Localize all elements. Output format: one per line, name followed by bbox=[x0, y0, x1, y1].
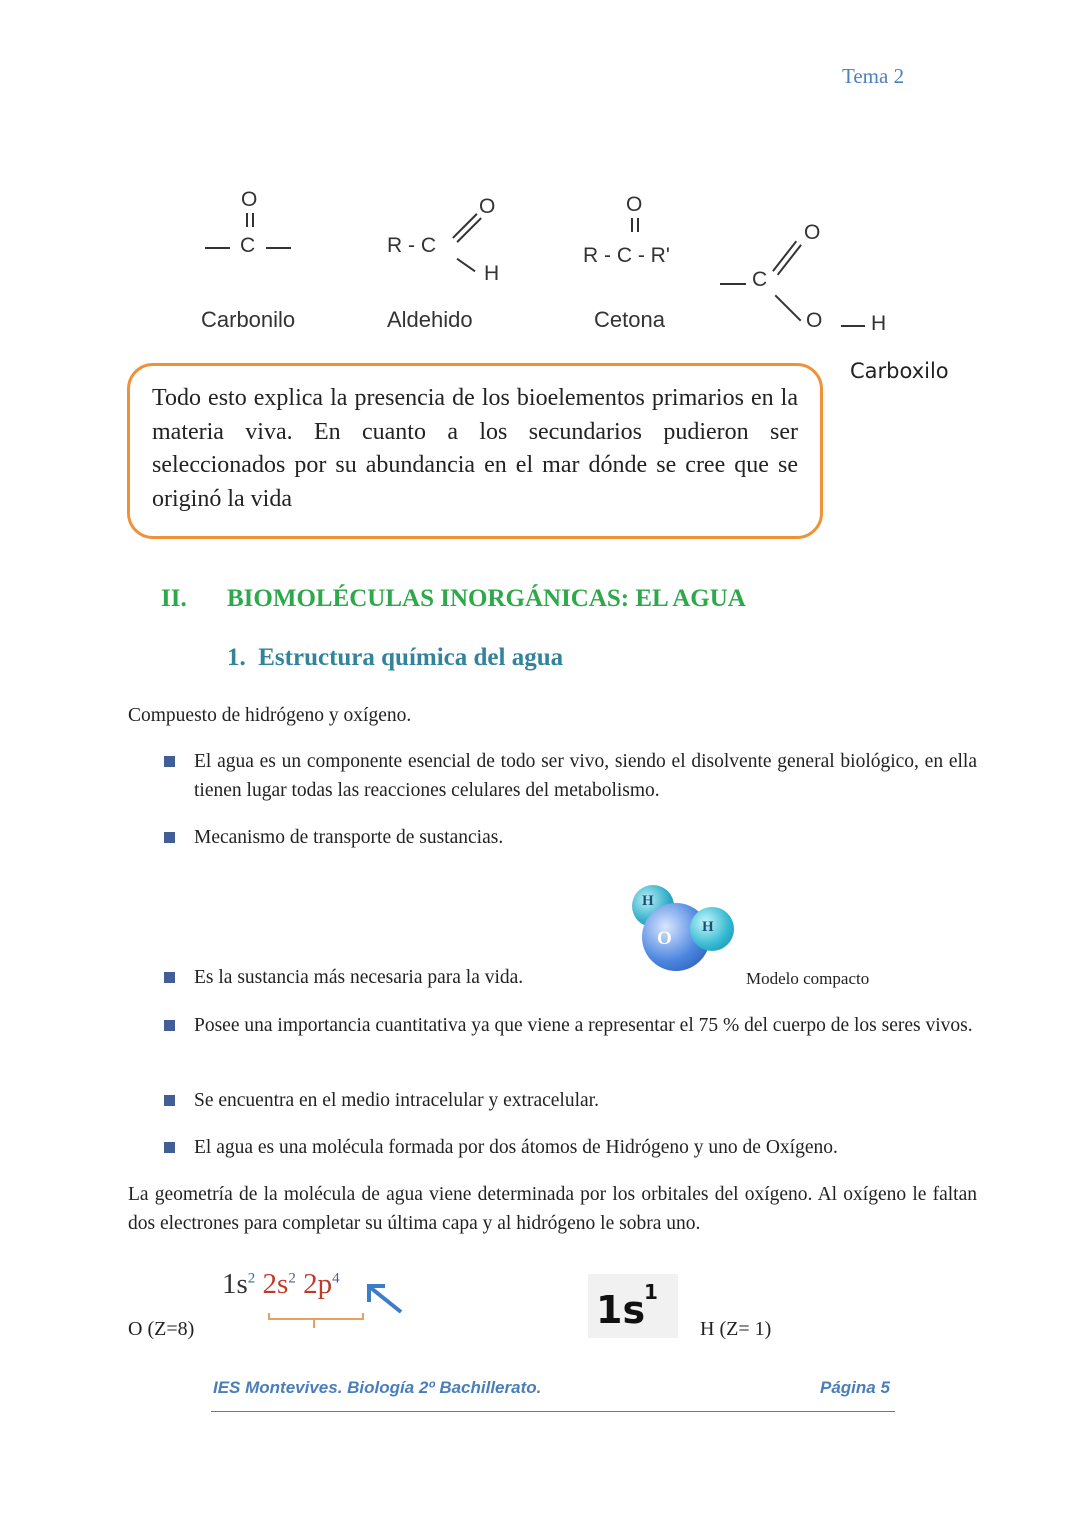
exponent: 4 bbox=[332, 1270, 340, 1287]
footer-left: IES Montevives. Biología 2º Bachillerato. bbox=[213, 1378, 542, 1397]
water-molecule-model bbox=[630, 883, 740, 978]
o-label: O bbox=[657, 928, 672, 949]
bond-o bbox=[775, 295, 802, 322]
double-bond bbox=[772, 241, 802, 276]
atom-c: C bbox=[752, 268, 768, 291]
bullet-item bbox=[164, 1011, 977, 1040]
hydrogen-label: H (Z= 1) bbox=[700, 1318, 772, 1340]
exponent: 1 bbox=[644, 1280, 658, 1304]
model-caption: Modelo compacto bbox=[746, 969, 870, 988]
section-number: II. bbox=[161, 585, 187, 612]
atom-c: C bbox=[240, 234, 256, 257]
bullet-text: El agua es una molécula formada por dos átomos de Hidrógeno y uno de Oxígeno. bbox=[194, 1137, 838, 1158]
footer-rule bbox=[211, 1411, 895, 1412]
label-cetona: Cetona bbox=[594, 307, 665, 332]
bond-left bbox=[720, 283, 746, 285]
valence-bracket bbox=[268, 1313, 364, 1320]
atom-h: H bbox=[484, 262, 500, 285]
atom-o: O bbox=[626, 193, 643, 216]
bullet-square-icon bbox=[164, 972, 175, 983]
h-label: H bbox=[702, 919, 714, 935]
footer-page-number: Página 5 bbox=[820, 1378, 890, 1397]
atom-o: O bbox=[241, 188, 258, 211]
orbital-1s: 1s bbox=[596, 1288, 646, 1332]
bond-h bbox=[456, 258, 475, 272]
bullet-square-icon bbox=[164, 1095, 175, 1106]
section-title: BIOMOLÉCULAS INORGÁNICAS: EL AGUA bbox=[227, 585, 746, 612]
bullet-item bbox=[164, 747, 977, 805]
label-carboxilo: Carboxilo bbox=[850, 359, 949, 383]
header-tema: Tema 2 bbox=[842, 64, 905, 88]
intro-text: Compuesto de hidrógeno y oxígeno. bbox=[128, 705, 412, 726]
bullet-square-icon bbox=[164, 832, 175, 843]
bullet-item bbox=[164, 1086, 977, 1115]
section-heading bbox=[161, 585, 746, 613]
rc-group: R - C bbox=[387, 234, 436, 257]
oxygen-label: O (Z=8) bbox=[128, 1318, 195, 1340]
bullet-text: El agua es un componente esencial de todo ser vivo, siendo el disolvente general biológico, en ella tienen lugar todas las reacciones celulares del metabolismo. bbox=[194, 751, 977, 801]
double-bond bbox=[246, 213, 254, 227]
atom-o: O bbox=[806, 309, 823, 332]
exponent: 2 bbox=[288, 1270, 296, 1287]
bullet-text: Posee una importancia cuantitativa ya que viene a representar el 75 % del cuerpo de los seres vivos. bbox=[194, 1015, 973, 1036]
atom-h: H bbox=[871, 312, 887, 335]
bullet-item bbox=[164, 823, 977, 852]
bullet-text: Se encuentra en el medio intracelular y extracelular. bbox=[194, 1090, 599, 1111]
rcr-group: R - C - R' bbox=[583, 244, 670, 267]
bullet-text: Mecanismo de transporte de sustancias. bbox=[194, 827, 504, 848]
bullet-square-icon bbox=[164, 1142, 175, 1153]
bond-right bbox=[266, 247, 291, 249]
double-bond bbox=[631, 218, 639, 232]
bullet-square-icon bbox=[164, 1020, 175, 1031]
bond-h bbox=[841, 325, 865, 327]
bullet-item bbox=[164, 1133, 977, 1162]
arrow-icon bbox=[365, 1282, 407, 1316]
hydrogen-configuration bbox=[588, 1274, 678, 1338]
label-carbonilo: Carbonilo bbox=[201, 307, 296, 332]
bullet-text: Es la sustancia más necesaria para la vida. bbox=[194, 967, 524, 988]
bond-left bbox=[205, 247, 230, 249]
atom-o: O bbox=[804, 221, 821, 244]
note-box: Todo esto explica la presencia de los bioelementos primarios en la materia viva. En cuanto a los secundarios pudieron ser seleccionados por su abundancia en el mar dónde se cree que se originó la vida bbox=[127, 363, 823, 539]
orbital-2s: 2s bbox=[262, 1268, 289, 1300]
double-bond bbox=[452, 213, 482, 243]
valence-bracket-tick bbox=[313, 1320, 315, 1328]
exponent: 2 bbox=[247, 1270, 256, 1287]
bullet-square-icon bbox=[164, 756, 175, 767]
orbital-1s: 1s bbox=[222, 1268, 248, 1300]
orbital-2p: 2p bbox=[303, 1268, 333, 1300]
subsection-heading: 1. Estructura química del agua bbox=[227, 644, 564, 671]
oxygen-configuration bbox=[222, 1268, 340, 1301]
atom-o: O bbox=[479, 195, 496, 218]
bullet-item bbox=[164, 963, 614, 992]
h-label: H bbox=[642, 893, 654, 909]
geometry-paragraph: La geometría de la molécula de agua viene determinada por los orbitales del oxígeno. Al oxígeno le faltan dos electrones para completar su última capa y al hidrógeno le sobra uno. bbox=[128, 1184, 977, 1234]
label-aldehido: Aldehido bbox=[387, 307, 473, 332]
